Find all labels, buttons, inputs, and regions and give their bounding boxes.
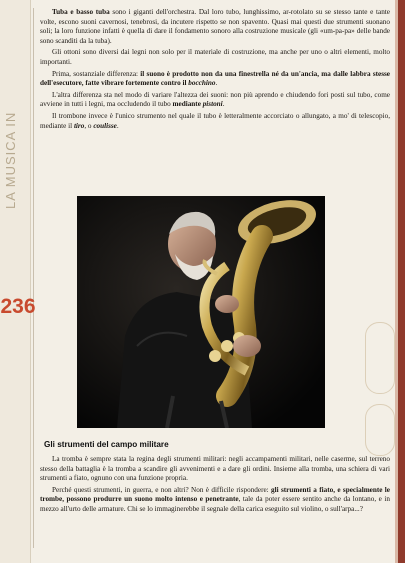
paragraph — [40, 8, 390, 46]
body-text-bottom — [40, 455, 390, 517]
paragraph — [40, 91, 390, 110]
decorative-sketch — [365, 404, 395, 456]
paragraph — [40, 112, 390, 131]
paragraph — [40, 486, 390, 515]
text-run: . — [222, 100, 225, 109]
text-run: pistoni — [202, 100, 223, 109]
text-run: mediante — [172, 100, 203, 109]
page-edge-band — [398, 0, 405, 563]
paragraph — [40, 48, 390, 67]
text-run: , o — [84, 121, 94, 130]
text-run: coulisse — [93, 121, 117, 130]
text-run: . — [116, 121, 119, 130]
paragraph — [40, 70, 390, 89]
section-heading: Gli strumenti del campo militare — [44, 440, 169, 449]
photo-illustration — [77, 196, 325, 428]
text-run: gli strumenti a fiato, e specialmente le trombe, possono produrre un suono molto intenso e penetrante — [40, 485, 390, 504]
text-run: il suono è prodotto non da una finestrella né da un'ancia, ma dalle labbra stesse dell'esecutore, fatte vibrare fortemente contro il — [40, 69, 390, 88]
tuba-player-photo — [77, 196, 325, 428]
body-text-top — [40, 8, 390, 133]
text-run: Il trombone invece è l'unico strumento nel quale il tubo è letteralmente accorciato o allungato, a mo' di telescopio, mediante il — [40, 111, 390, 130]
text-run: Gli ottoni sono diversi dai legni non solo per il materiale di costruzione, ma anche per uno o altri elementi, molto importanti. — [40, 48, 390, 66]
text-run: tiro — [73, 121, 85, 130]
decorative-sketch — [365, 322, 395, 394]
running-head: LA MUSICA IN — [3, 111, 18, 209]
text-run: La tromba è sempre stata la regina degli strumenti militari: negli accampamenti militari, nelle caserme, sul terreno stesso della battaglia è la tromba a scandire gli avvenimenti e a dare gli ordini. Insieme alla tromba, una schiera di vari strumenti a fiato, ognuno con una funzione propria. — [40, 455, 390, 483]
text-run: Prima, sostanziale differenza: — [52, 69, 141, 78]
text-run: , tale da poter essere sentito anche da lontano, e in mezzo all'urto delle armature. Chi se lo immaginerebbe il segnale della carica eseguito sul violino, o sull'arpa...? — [40, 495, 390, 513]
paragraph — [40, 455, 390, 484]
text-run: sono i giganti dell'orchestra. Dal loro tubo, lunghissimo, ar-rotolato su se stesso tante e tante volte, escono suoni cavernosi, tenebrosi, da incutere rispetto se non spavento. Quasi mai questi due strumenti suonano soli; la loro funzione infatti è quella di dare il fondamento sonoro alla costruzione musicale (gli «um-pa-pa» delle bande sono scanditi da la tuba). — [40, 8, 390, 45]
text-run: Perché questi strumenti, in guerra, e non altri? Non è difficile rispondere: — [52, 485, 272, 494]
text-run: . — [215, 79, 218, 88]
text-run: L'altra differenza sta nel modo di variare l'altezza dei suoni: non più aprendo e chiudendo fori posti sul tubo, come avviene in tutti i legni, ma occludendo il tubo — [40, 90, 390, 109]
page-number: 236 — [0, 295, 36, 318]
margin-rule — [33, 8, 34, 548]
text-run: Tuba e basso tuba — [52, 8, 110, 16]
text-run: bocchino — [188, 79, 216, 88]
